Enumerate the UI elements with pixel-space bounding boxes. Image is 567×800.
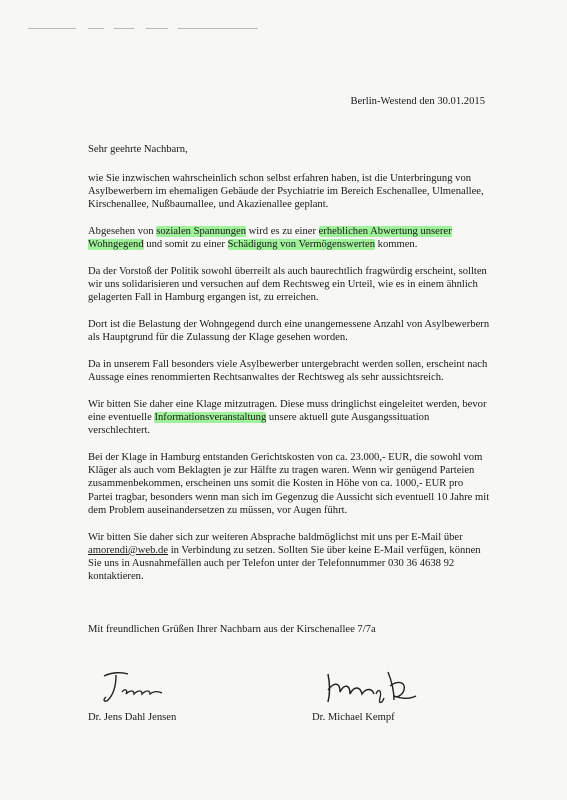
highlight-info-event: Informationsveranstaltung bbox=[154, 412, 267, 424]
paragraph-8 bbox=[88, 531, 490, 584]
paragraph-2 bbox=[88, 225, 490, 251]
letter-body bbox=[88, 172, 490, 597]
paragraph-2-text-2: wird es zu einer bbox=[246, 226, 319, 238]
paragraph-3: Da der Vorstoß der Politik sowohl überreilt als auch baurechtlich fragwürdig erscheint, sollten wir uns solidarisieren und versuchen auf dem Rechtsweg ein Urteil, wie es in einem ähnlich gelagerten Fall in Hamburg ergangen ist, zu erreichen. bbox=[88, 266, 487, 304]
email-address: amorendi@web.de bbox=[88, 544, 169, 556]
signature-kempf bbox=[320, 660, 420, 708]
highlight-devaluation: erheblichen Abwertung unserer Wohngegend bbox=[88, 226, 452, 251]
paragraph-6-text-2: unsere aktuell gute Ausgangssituation verschlechtert. bbox=[88, 412, 430, 437]
paragraph-7: Bei der Klage in Hamburg entstanden Gerichtskosten von ca. 23.000,- EUR, die sowohl vom Kläger als auch vom Beklagten je zur Hälfte zu tragen waren. Wenn wir genügend Parteien zusammenbekommen, erscheinen uns somit die Kosten in Höhe von ca. 1000,- EUR pro Partei tragbar, besonders wenn man sich im Gegenzug die Aussicht sich eventuell 10 Jahre mit dem Problem auseinandersetzen zu müssen, vor Augen führt. bbox=[88, 452, 490, 516]
paragraph-2-text-3: und somit zu einer bbox=[143, 239, 228, 251]
paragraph-2-text-1: Abgesehen von bbox=[88, 226, 157, 238]
paragraph-1: wie Sie inzwischen wahrscheinlich schon selbst erfahren haben, ist die Unterbringung von Asylbewerbern im ehemaligen Gebäude der Psychiatrie im Bereich Eschenallee, Ulmenallee, Kirschenallee, Nußbaumallee, und Akazienallee geplant. bbox=[88, 173, 484, 211]
signature-jensen bbox=[98, 666, 168, 708]
paragraph-6 bbox=[88, 398, 490, 438]
paragraph-8-text-2: in Verbindung zu setzen. Sollten Sie über keine E-Mail verfügen, können Sie uns in Ausnahmefällen auch per Telefon unter der Telefonnummer 030 36 4638 92 kontaktieren. bbox=[88, 544, 481, 583]
paragraph-2-text-4: kommen. bbox=[375, 239, 418, 251]
paragraph-4: Dort ist die Belastung der Wohngegend durch eine unangemessene Anzahl von Asylbewerbern als Hauptgrund für die Zulassung der Klage gesehen worden. bbox=[88, 319, 490, 344]
top-edge-lines bbox=[28, 28, 268, 34]
signer-name-jensen: Dr. Jens Dahl Jensen bbox=[88, 712, 177, 723]
salutation: Sehr geehrte Nachbarn, bbox=[88, 144, 188, 155]
paragraph-5: Da in unserem Fall besonders viele Asylbewerber untergebracht werden sollen, erscheint nach Aussage eines renommierten Rechtsanwaltes der Rechtsweg als sehr aussichtsreich. bbox=[88, 359, 488, 384]
highlight-social-tensions: sozialen Spannungen bbox=[156, 226, 246, 238]
letter-date: Berlin-Westend den 30.01.2015 bbox=[350, 96, 485, 107]
paragraph-6-text-1: Wir bitten Sie daher eine Klage mitzutragen. Diese muss dringlichst eingeleitet werden, bevor eine eventuelle bbox=[88, 398, 487, 424]
paragraph-8-text-1: Wir bitten Sie daher sich zur weiteren Absprache baldmöglichst mit uns per E-Mail über bbox=[88, 531, 463, 543]
closing: Mit freundlichen Grüßen Ihrer Nachbarn aus der Kirschenallee 7/7a bbox=[88, 624, 376, 635]
highlight-asset-damage: Schädigung von Vermögenswerten bbox=[227, 239, 375, 251]
signer-name-kempf: Dr. Michael Kempf bbox=[312, 712, 395, 723]
